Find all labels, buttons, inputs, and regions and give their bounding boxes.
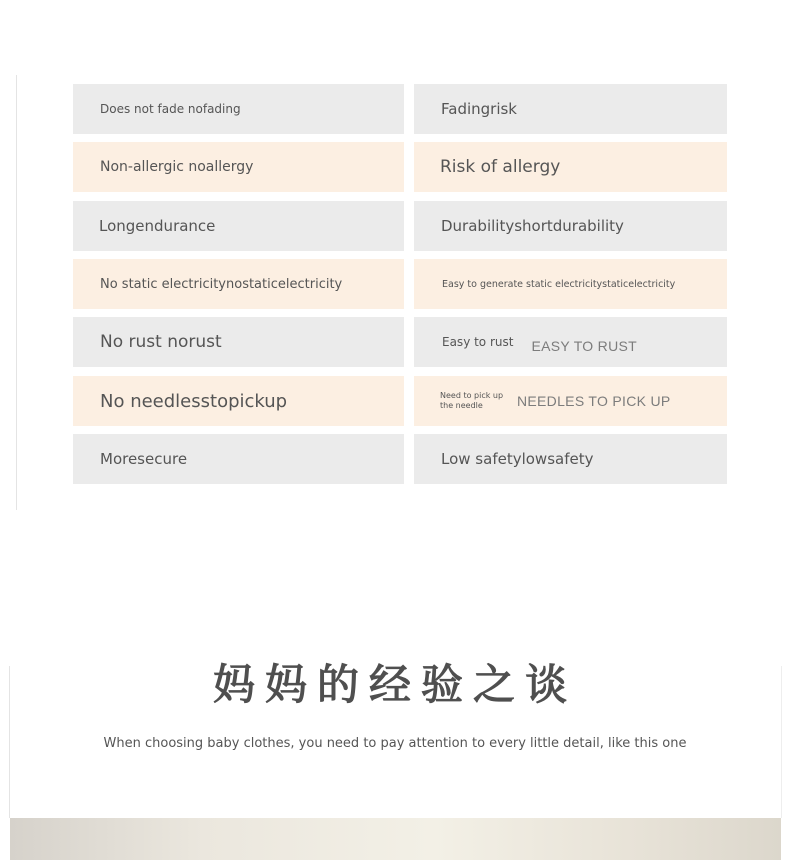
row-3-left-text: Longendurance	[99, 217, 216, 235]
row-6-right-caps: NEEDLES TO PICK UP	[517, 393, 671, 409]
row-3-right-text: Durabilityshortdurability	[441, 217, 624, 235]
row-5-right-caps: EASY TO RUST	[531, 338, 637, 354]
section-title: 妈妈的经验之谈	[212, 660, 577, 709]
row-1-right-text: Fadingrisk	[441, 100, 517, 118]
row-5-left-cell	[73, 317, 404, 367]
row-3-right-cell	[414, 201, 727, 251]
row-7-left-text: Moresecure	[100, 450, 188, 468]
row-4-left-cell	[73, 259, 404, 309]
left-divider-top	[16, 75, 17, 510]
row-1-left-text: Does not fade nofading	[100, 102, 241, 116]
row-1-right-cell	[414, 84, 727, 134]
row-2-right-text: Risk of allergy	[440, 157, 561, 177]
fabric-photo	[10, 818, 781, 860]
row-5-right-text: Easy to rust	[442, 335, 514, 349]
row-5-right-cell	[414, 317, 727, 367]
row-6-right-cell	[414, 376, 727, 426]
row-3-left-cell	[73, 201, 404, 251]
row-2-left-text: Non-allergic noallergy	[100, 159, 254, 175]
row-6-left-cell	[73, 376, 404, 426]
row-4-right-text: Easy to generate static electricitystaticelectricity	[442, 278, 676, 290]
row-1-left-cell	[73, 84, 404, 134]
row-2-left-cell	[73, 142, 404, 192]
row-7-right-cell	[414, 434, 727, 484]
row-4-right-cell	[414, 259, 727, 309]
row-5-left-text: No rust norust	[100, 332, 222, 352]
row-2-right-cell	[414, 142, 727, 192]
section-subtitle: When choosing baby clothes, you need to pay attention to every little detail, like this one	[103, 736, 687, 751]
row-7-right-text: Low safetylowsafety	[441, 450, 594, 468]
row-7-left-cell	[73, 434, 404, 484]
row-6-left-text: No needlesstopickup	[100, 390, 288, 412]
row-4-left-text: No static electricitynostaticelectricity	[100, 276, 343, 292]
row-6-right-text: Need to pick up the needle	[440, 391, 504, 410]
